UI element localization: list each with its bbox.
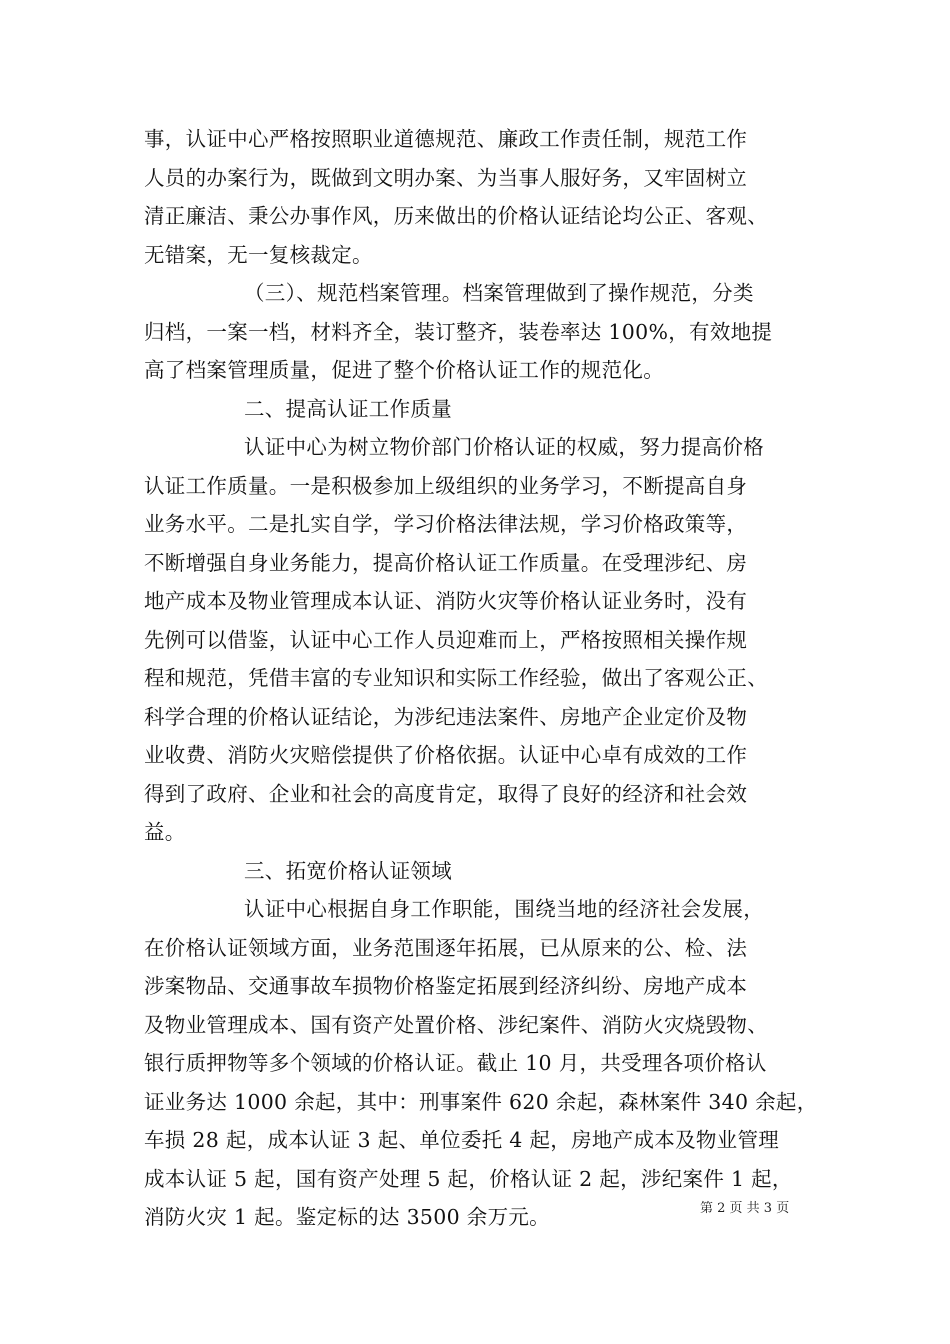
text-line: 业务水平。二是扎实自学，学习价格法律法规，学习价格政策等， [144, 512, 748, 536]
section-heading-quality: 二、提高认证工作质量 [244, 396, 452, 421]
text-line: 地产成本及物业管理成本认证、消防火灾等价格认证业务时，没有 [144, 589, 748, 613]
text-line: 益。 [144, 820, 186, 844]
page-number-footer: 第 2 页 共 3 页 [700, 1201, 790, 1216]
text-line: 事，认证中心严格按照职业道德规范、廉政工作责任制，规范工作 [144, 127, 748, 151]
text-line: 无错案，无一复核裁定。 [144, 242, 373, 267]
text-line: 科学合理的价格认证结论，为涉纪违法案件、房地产企业定价及物 [144, 704, 748, 729]
text-line: 在价格认证领域方面，业务范围逐年拓展，已从原来的公、检、法 [144, 935, 748, 960]
paragraph-start: 认证中心根据自身工作职能，围绕当地的经济社会发展， [244, 897, 764, 921]
text-line: 消防火灾 1 起。鉴定标的达 3500 余万元。 [144, 1205, 550, 1229]
text-line: 车损 28 起，成本认证 3 起、单位委托 4 起，房地产成本及物业管理 [144, 1128, 780, 1152]
text-line: 清正廉洁、秉公办事作风，历来做出的价格认证结论均公正、客观、 [144, 204, 768, 228]
text-line: 高了档案管理质量，促进了整个价格认证工作的规范化。 [144, 358, 664, 382]
text-line: 认证工作质量。一是积极参加上级组织的业务学习，不断提高自身 [144, 473, 748, 498]
paragraph-start: 认证中心为树立物价部门价格认证的权威，努力提高价格 [244, 435, 764, 459]
text-line: 银行质押物等多个领域的价格认证。截止 10 月，共受理各项价格认 [144, 1051, 767, 1075]
text-line: 证业务达 1000 余起，其中：刑事案件 620 余起，森林案件 340 余起， [144, 1089, 818, 1114]
text-line: 不断增强自身业务能力，提高价格认证工作质量。在受理涉纪、房 [144, 550, 748, 575]
section-heading-archive-management: （三）、规范档案管理。档案管理做到了操作规范，分类 [244, 281, 754, 305]
document-body [144, 120, 816, 1237]
text-line: 人员的办案行为，既做到文明办案、为当事人服好务，又牢固树立 [144, 165, 748, 190]
text-line: 成本认证 5 起，国有资产处理 5 起，价格认证 2 起，涉纪案件 1 起， [144, 1166, 793, 1191]
text-line: 程和规范，凭借丰富的专业知识和实际工作经验，做出了客观公正、 [144, 666, 768, 690]
text-line: 先例可以借鉴，认证中心工作人员迎难而上，严格按照相关操作规 [144, 627, 748, 652]
text-line: 归档，一案一档，材料齐全，装订整齐，装卷率达 100%，有效地提 [144, 319, 773, 344]
text-line: 及物业管理成本、国有资产处置价格、涉纪案件、消防火灾烧毁物、 [144, 1012, 768, 1037]
section-heading-expand-fields: 三、拓宽价格认证领域 [244, 858, 452, 883]
text-line: 涉案物品、交通事故车损物价格鉴定拓展到经济纠纷、房地产成本 [144, 974, 748, 998]
text-line: 业收费、消防火灾赔偿提供了价格依据。认证中心卓有成效的工作 [144, 743, 748, 767]
text-line: 得到了政府、企业和社会的高度肯定，取得了良好的经济和社会效 [144, 781, 748, 806]
